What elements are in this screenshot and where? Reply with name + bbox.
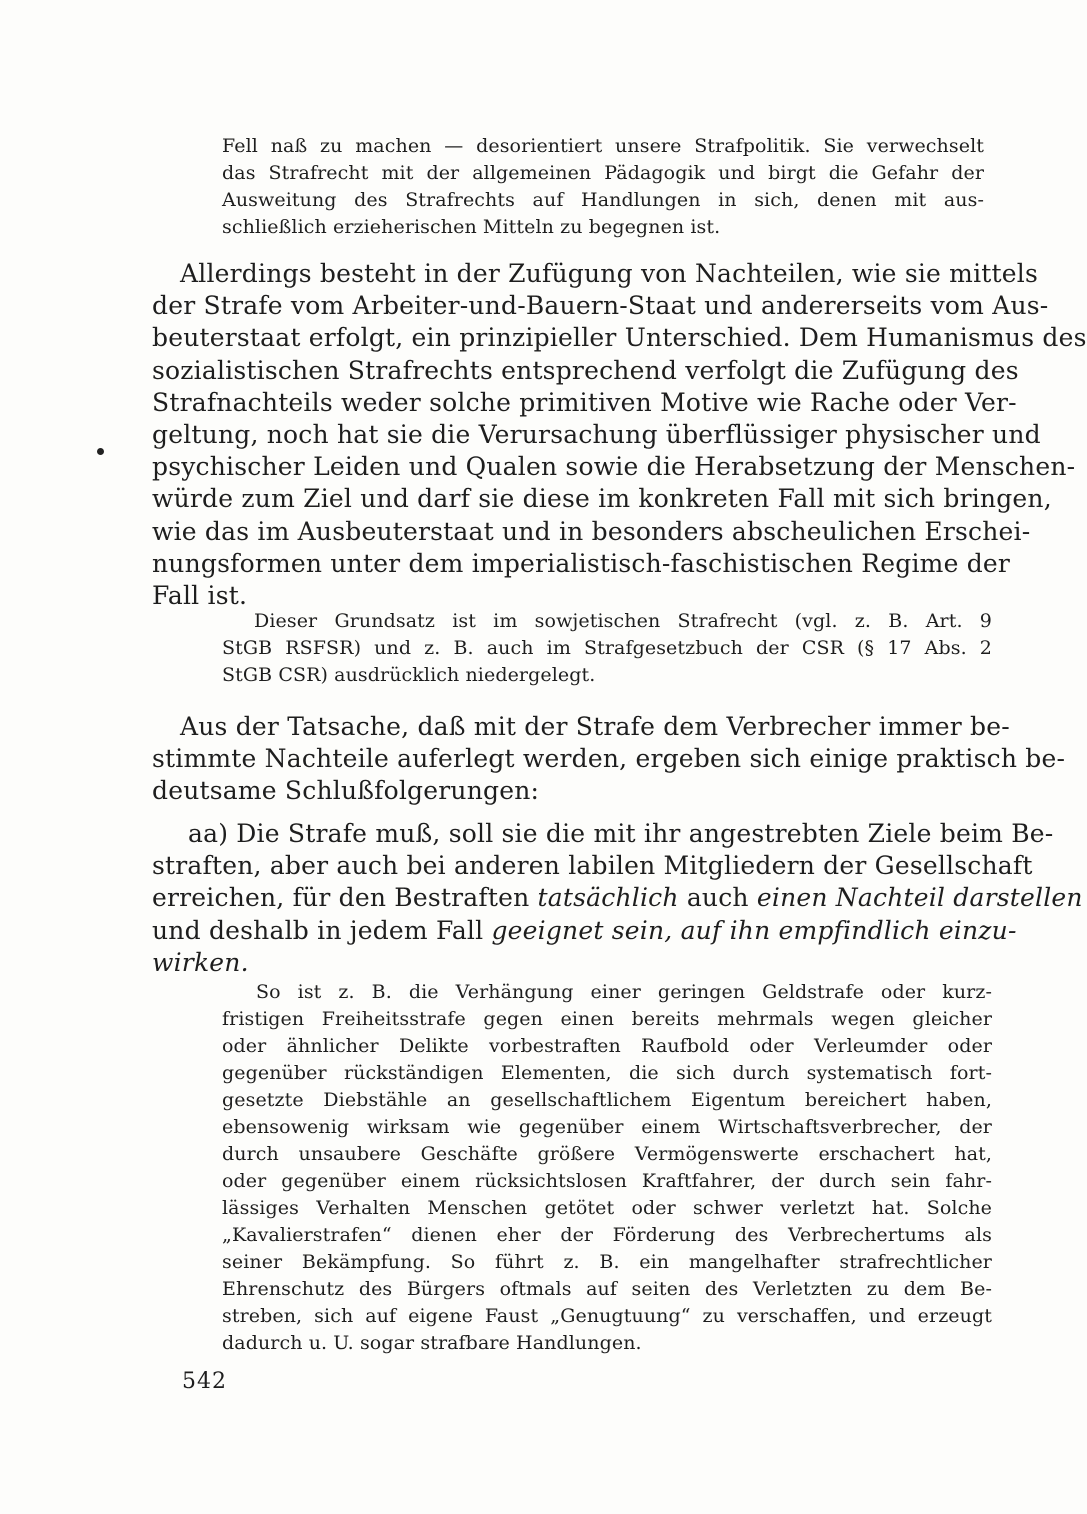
text-line: lässiges Verhalten Menschen getötet oder schwer verletzt hat. Solche bbox=[222, 1197, 992, 1219]
text-line: sozialistischen Strafrechts entsprechend verfolgt die Zufügung des bbox=[152, 355, 1019, 385]
quote-paragraph bbox=[222, 133, 984, 241]
text-line-italic-mix: und deshalb in jedem Fall geeignet sein, auf ihn empfindlich einzu- bbox=[152, 915, 1017, 945]
text-line: durch unsaubere Geschäfte größere Vermögenswerte erschachert hat, bbox=[222, 1143, 992, 1165]
text-line: gegenüber rückständigen Elementen, die sich durch systematisch fort- bbox=[222, 1062, 992, 1084]
text-line: wirken. bbox=[152, 947, 249, 977]
text-line: oder gegenüber einem rücksichtslosen Kraftfahrer, der durch sein fahr- bbox=[222, 1170, 992, 1192]
text-line: Ausweitung des Strafrechts auf Handlungen in sich, denen mit aus- bbox=[222, 189, 984, 211]
text-line: Allerdings besteht in der Zufügung von Nachteilen, wie sie mittels bbox=[180, 259, 1038, 288]
text-line: StGB CSR) ausdrücklich niedergelegt. bbox=[222, 664, 596, 686]
emphasis-text: geeignet sein, auf ihn empfindlich einzu- bbox=[491, 915, 1017, 945]
text-line: beuterstaat erfolgt, ein prinzipieller Unterschied. Dem Humanismus des bbox=[152, 323, 1087, 353]
text-line: ebensowenig wirksam wie gegenüber einem Wirtschaftsverbrecher, der bbox=[222, 1116, 992, 1138]
margin-dot bbox=[97, 448, 104, 455]
text-line: das Strafrecht mit der allgemeinen Pädagogik und birgt die Gefahr der bbox=[222, 162, 984, 184]
text-line: wie das im Ausbeuterstaat und in besonders abscheulichen Erschei- bbox=[152, 516, 1031, 546]
text-line: geltung, noch hat sie die Verursachung überflüssiger physischer und bbox=[152, 420, 1041, 450]
text-line: So ist z. B. die Verhängung einer geringen Geldstrafe oder kurz- bbox=[256, 981, 992, 1003]
text-line: oder ähnlicher Delikte vorbestraften Raufbold oder Verleumder oder bbox=[222, 1035, 992, 1057]
body-paragraph bbox=[152, 258, 1087, 612]
text-line: dadurch u. U. sogar strafbare Handlungen. bbox=[222, 1332, 642, 1354]
text-line: stimmte Nachteile auferlegt werden, ergeben sich einige praktisch be- bbox=[152, 744, 1066, 774]
text-line: Strafnachteils weder solche primitiven Motive wie Rache oder Ver- bbox=[152, 387, 1017, 417]
text-line: seiner Bekämpfung. So führt z. B. ein mangelhafter strafrechtlicher bbox=[222, 1251, 992, 1273]
page-number: 542 bbox=[182, 1369, 227, 1394]
text-line: straften, aber auch bei anderen labilen Mitgliedern der Gesellschaft bbox=[152, 851, 1033, 881]
text-line: Fall ist. bbox=[152, 581, 248, 611]
text-line: fristigen Freiheitsstrafe gegen einen bereits mehrmals wegen gleicher bbox=[222, 1008, 992, 1030]
text-line: aa) Die Strafe muß, soll sie die mit ihr angestrebten Ziele beim Be- bbox=[188, 819, 1054, 848]
text-line-italic-mix: erreichen, für den Bestraften tatsächlich auch einen Nachteil darstellen bbox=[152, 883, 1083, 913]
text-line: nungsformen unter dem imperialistisch-faschistischen Regime der bbox=[152, 548, 1011, 578]
text-line: psychischer Leiden und Qualen sowie die Herabsetzung der Menschen- bbox=[152, 452, 1076, 482]
text-line: „Kavalierstrafen“ dienen eher der Förderung des Verbrechertums als bbox=[222, 1224, 992, 1246]
note-paragraph bbox=[222, 608, 992, 689]
emphasis-text: einen Nachteil darstellen bbox=[756, 883, 1083, 913]
body-paragraph-aa bbox=[152, 818, 1083, 979]
note-paragraph bbox=[222, 979, 992, 1357]
text-line: gesetzte Diebstähle an gesellschaftlichem Eigentum bereichert haben, bbox=[222, 1089, 992, 1111]
text-line: Aus der Tatsache, daß mit der Strafe dem Verbrecher immer be- bbox=[180, 712, 1010, 741]
text-line: würde zum Ziel und darf sie diese im konkreten Fall mit sich bringen, bbox=[152, 484, 1052, 514]
text-line: Ehrenschutz des Bürgers oftmals auf seiten des Verletzten zu dem Be- bbox=[222, 1278, 992, 1300]
text-line: schließlich erzieherischen Mitteln zu begegnen ist. bbox=[222, 216, 721, 238]
text-line: Dieser Grundsatz ist im sowjetischen Strafrecht (vgl. z. B. Art. 9 bbox=[254, 610, 992, 632]
text-line: deutsame Schlußfolgerungen: bbox=[152, 776, 540, 806]
body-paragraph bbox=[152, 711, 1066, 808]
text-line: Fell naß zu machen — desorientiert unsere Strafpolitik. Sie verwechselt bbox=[222, 135, 984, 157]
emphasis-text: tatsächlich bbox=[537, 883, 679, 913]
text-line: streben, sich auf eigene Faust „Genugtuung“ zu verschaffen, und erzeugt bbox=[222, 1305, 992, 1327]
text-line: StGB RSFSR) und z. B. auch im Strafgesetzbuch der CSR (§ 17 Abs. 2 bbox=[222, 637, 992, 659]
text-line: der Strafe vom Arbeiter-und-Bauern-Staat und andererseits vom Aus- bbox=[152, 291, 1049, 321]
